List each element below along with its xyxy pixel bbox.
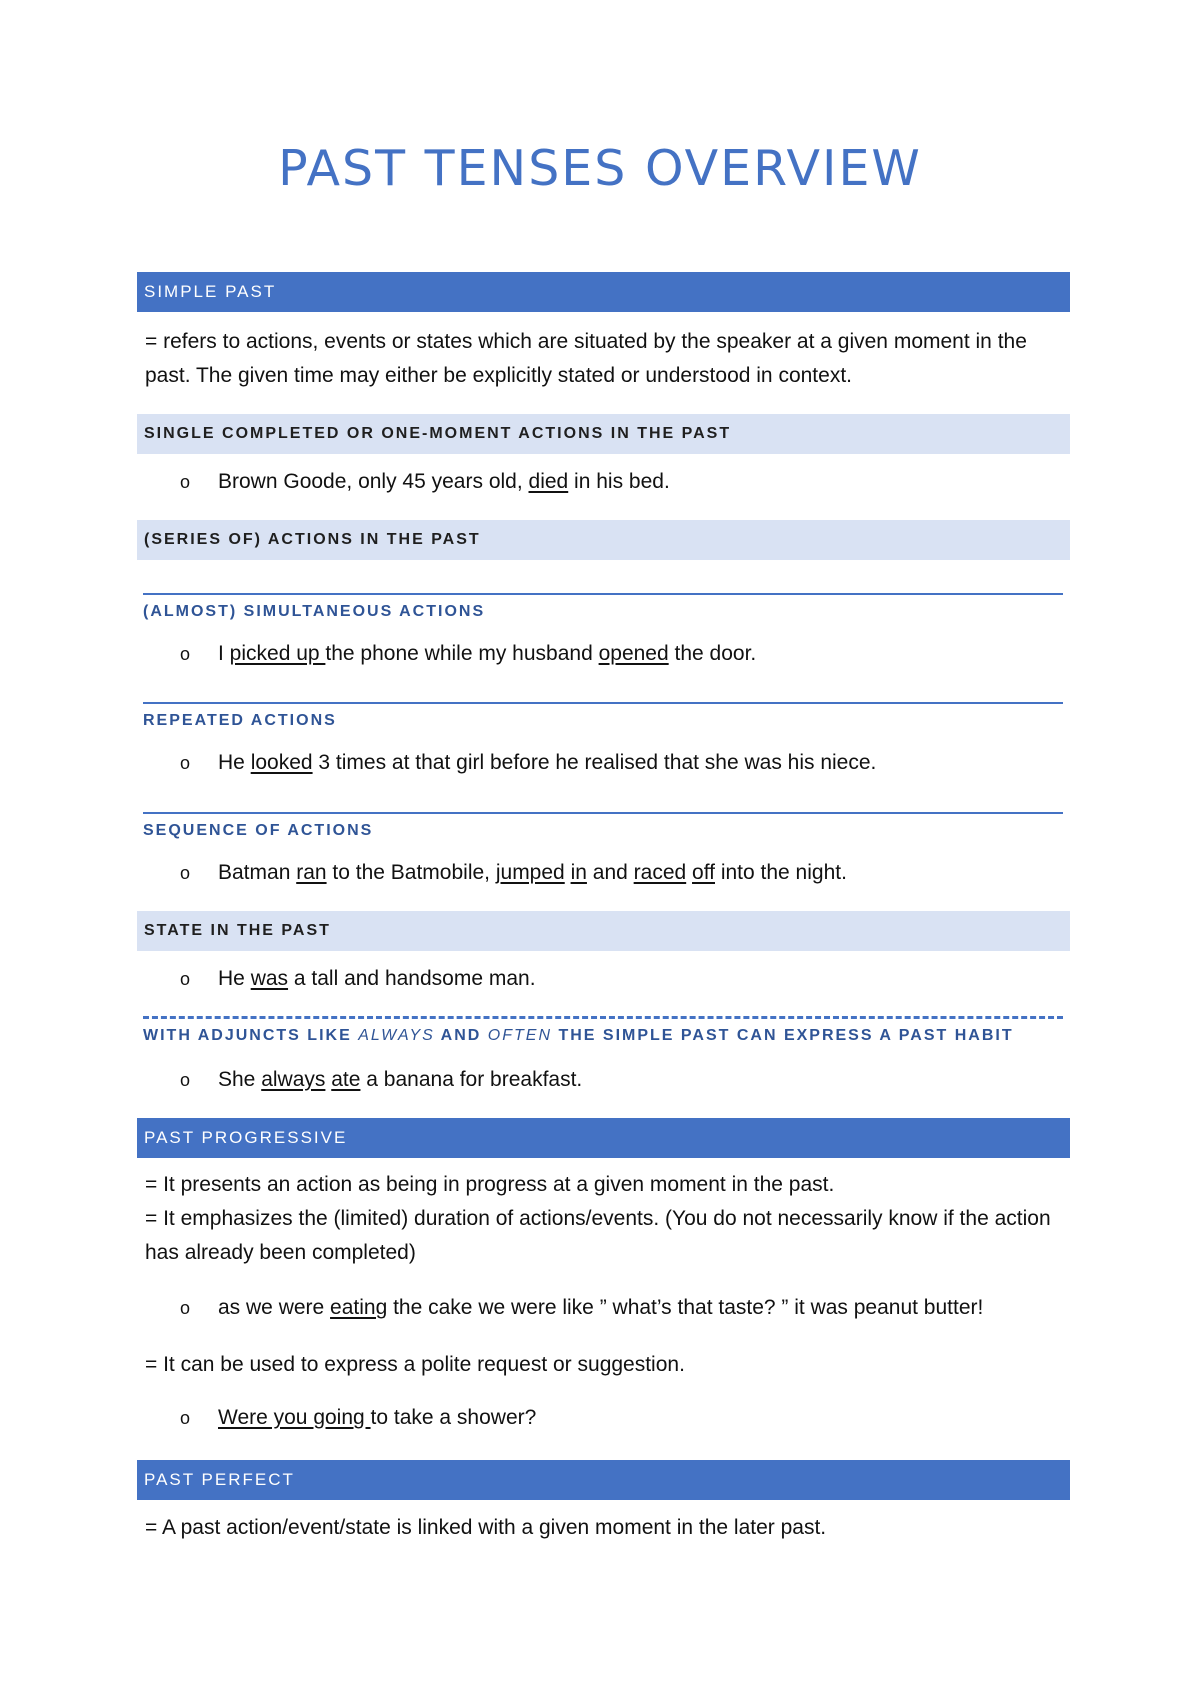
past-progressive-line2: = It emphasizes the (limited) duration of actions/events. (You do not necessarily know if the action has already been completed) bbox=[145, 1207, 1051, 1264]
page-title: PAST TENSES OVERVIEW bbox=[278, 140, 922, 197]
example-text: He was a tall and handsome man. bbox=[218, 967, 536, 990]
example-single-actions bbox=[180, 467, 1080, 497]
example-sequence-actions bbox=[180, 858, 1080, 888]
subheading-simultaneous-actions: (ALMOST) SIMULTANEOUS ACTIONS bbox=[143, 593, 1063, 621]
bullet-icon: o bbox=[180, 644, 191, 664]
example-progressive-2 bbox=[180, 1403, 1080, 1433]
subheading-series-actions: (SERIES OF) ACTIONS IN THE PAST bbox=[137, 520, 1070, 560]
past-perfect-line1: = A past action/event/state is linked with a given moment in the later past. bbox=[145, 1516, 827, 1539]
example-text: Batman ran to the Batmobile, jumped in and raced off into the night. bbox=[218, 861, 847, 884]
bullet-icon: o bbox=[180, 1298, 191, 1318]
section-heading-past-progressive: PAST PROGRESSIVE bbox=[137, 1118, 1070, 1158]
simple-past-definition: = refers to actions, events or states which are situated by the speaker at a given moment in the past. The given time may either be explicitly stated or understood in context. bbox=[145, 330, 1027, 387]
section-heading-past-perfect: PAST PERFECT bbox=[137, 1460, 1070, 1500]
example-text: She always ate a banana for breakfast. bbox=[218, 1068, 583, 1091]
bullet-icon: o bbox=[180, 1070, 191, 1090]
bullet-icon: o bbox=[180, 1408, 191, 1428]
example-repeated-actions bbox=[180, 748, 1080, 778]
example-progressive-1 bbox=[180, 1293, 1080, 1323]
example-text: I picked up the phone while my husband opened the door. bbox=[218, 642, 757, 665]
bullet-icon: o bbox=[180, 472, 191, 492]
subheading-state-past: STATE IN THE PAST bbox=[137, 911, 1070, 951]
past-progressive-line1: = It presents an action as being in progress at a given moment in the past. bbox=[145, 1173, 835, 1196]
past-progressive-line3: = It can be used to express a polite request or suggestion. bbox=[145, 1353, 685, 1376]
example-text: Brown Goode, only 45 years old, died in his bed. bbox=[218, 470, 670, 493]
example-text: as we were eating the cake we were like ” what’s that taste? ” it was peanut butter! bbox=[218, 1296, 984, 1319]
example-simultaneous-actions bbox=[180, 639, 1080, 669]
bullet-icon: o bbox=[180, 969, 191, 989]
subheading-past-habit: WITH ADJUNCTS LIKE ALWAYS AND OFTEN THE SIMPLE PAST CAN EXPRESS A PAST HABIT bbox=[143, 1016, 1063, 1045]
example-text: Were you going to take a shower? bbox=[218, 1406, 537, 1429]
example-state-past bbox=[180, 964, 1080, 994]
subheading-repeated-actions: REPEATED ACTIONS bbox=[143, 702, 1063, 730]
bullet-icon: o bbox=[180, 863, 191, 883]
section-heading-simple-past: SIMPLE PAST bbox=[137, 272, 1070, 312]
example-past-habit bbox=[180, 1065, 1080, 1095]
example-text: He looked 3 times at that girl before he realised that she was his niece. bbox=[218, 751, 877, 774]
subheading-sequence-actions: SEQUENCE OF ACTIONS bbox=[143, 812, 1063, 840]
subheading-single-actions: SINGLE COMPLETED OR ONE-MOMENT ACTIONS IN THE PAST bbox=[137, 414, 1070, 454]
bullet-icon: o bbox=[180, 753, 191, 773]
